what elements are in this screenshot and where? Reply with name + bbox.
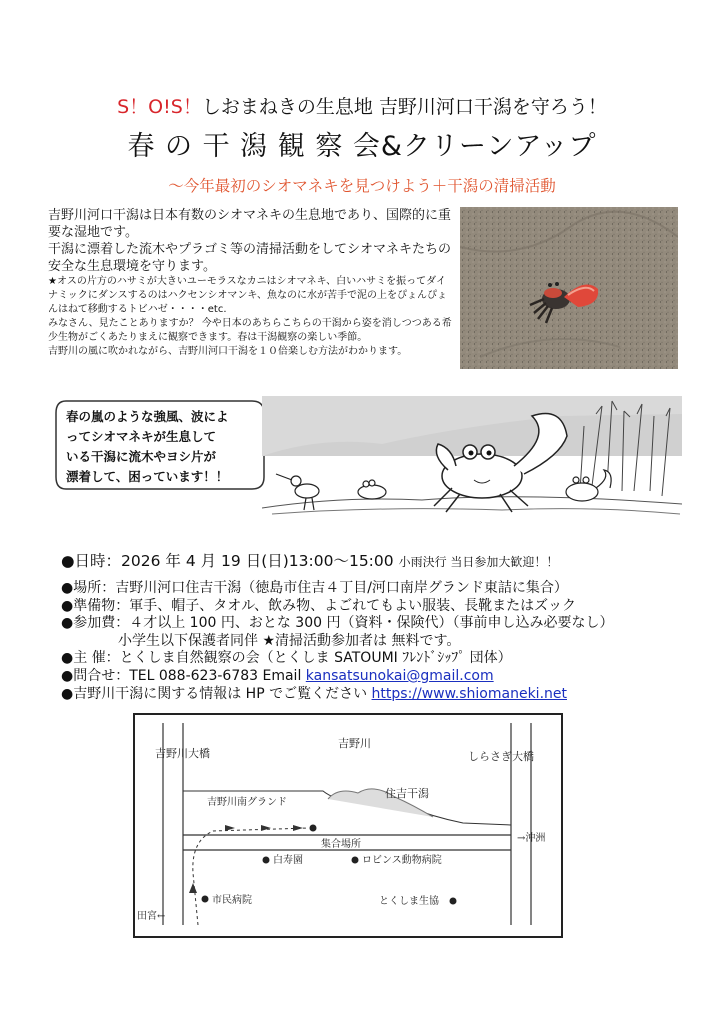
datetime-note: 小雨決行 当日参加大歓迎！！ [398,555,559,569]
bubble-line: ってシオマネキが生息して [66,429,217,444]
intro-paragraph: 干潟に漂着した流木やプラゴミ等の清掃活動をしてシオマネキたちの安全な生息環境を守ります。 [48,242,452,274]
intro-paragraph: ★オスの片方のハサミが大きいユーモラスなカニはシオマネキ、白いハサミを振ってダイナミックにダンスするのはハクセンシオマンキ、魚なのに水が苦手で泥の上をぴょんぴょんはねて移動するトビハゼ・・・・etc. [48,276,447,315]
map-label-hakujuen: 白寿園 [273,855,303,866]
headline [0,92,724,119]
info-line [61,686,701,704]
sos-label: S！O!S！ [117,96,202,118]
website-link[interactable]: https://www.shiomaneki.net [371,685,567,702]
map-label-okinosu: →沖洲 [517,833,546,844]
intro-paragraph: 吉野川河口干潟は日本有数のシオマネキの生息地であり、国際的に重要な湿地です。 [48,208,452,240]
headline-text: しおまねきの生息地 吉野川河口干潟を守ろう！ [201,96,607,118]
map-label-river: 吉野川 [338,737,371,750]
bubble-line: いる干潟に流木やヨシ片が [66,449,217,464]
map-label-bridge-left: 吉野川大橋 [155,747,210,760]
contact-line [61,668,701,686]
meeting-point-marker [310,825,317,832]
bubble-line: 漂着して、困っています！！ [66,469,229,484]
map-label-tamiya: 田宮← [137,911,166,922]
map-label-hospital: 市民病院 [212,895,252,906]
map-label-robins: ロビンス動物病院 [362,855,442,866]
crab-photo [460,207,678,369]
map-label-coop: とくしま生協 [379,896,439,907]
event-details [61,580,701,703]
organizer-line: ●主 催：とくしま自然観察の会（とくしま SATOUMI ﾌﾚﾝﾄﾞｼｯﾌﾟ 団体） [61,650,512,667]
place-line: ●場所：吉野川河口住吉干潟（徳島市住吉４丁目/河口南岸グランド東詰に集合） [61,580,568,596]
intro-paragraph: みなさん、見たことありますか？ 今や日本のあちらこちらの干潟から姿を消しつつある希少生物がごくあたりまえに観察できます。春は干潟観察の楽しい季節。 [48,318,452,343]
fee-line: ●参加費：４才以上 100 円、おとな 300 円（資料・保険代）（事前申し込み必要なし） [61,615,614,632]
intro-text [48,207,453,359]
fee-note-line: 小学生以下保護者同伴 ★清掃活動参加者は 無料です。 [118,632,461,649]
event-datetime [61,549,558,571]
intro-paragraph: 吉野川の風に吹かれながら、吉野川河口干潟を１０倍楽しむ方法がわかります。 [48,346,408,357]
access-map [133,713,563,938]
subtitle: ～今年最初のシオマネキを見つけよう＋干潟の清掃活動 [168,177,556,195]
crab-illustration [262,396,682,518]
items-line: ●準備物：軍手、帽子、タオル、飲み物、よごれてもよい服装、長靴またはズック [61,597,576,614]
map-label-meeting: 集合場所 [321,839,361,850]
email-link[interactable]: kansatsunokai@gmail.com [305,667,494,684]
page-title: 春 の 干 潟 観 察 会&クリーンアップ [127,131,597,162]
bubble-line: 春の嵐のような強風、波によ [66,409,229,424]
map-label-bridge-right: しらさぎ大橋 [468,750,534,763]
map-label-ground: 吉野川南グランド [207,797,287,808]
contact-text: ●問合せ：TEL 088-623-6783 Email [61,667,306,684]
datetime-text: ●日時：2026 年 4 月 19 日(日)13:00～15:00 [61,552,394,570]
map-label-tidal-flat: 住吉干潟 [385,787,429,800]
info-text: ●吉野川干潟に関する情報は HP でご覧ください [61,685,372,702]
